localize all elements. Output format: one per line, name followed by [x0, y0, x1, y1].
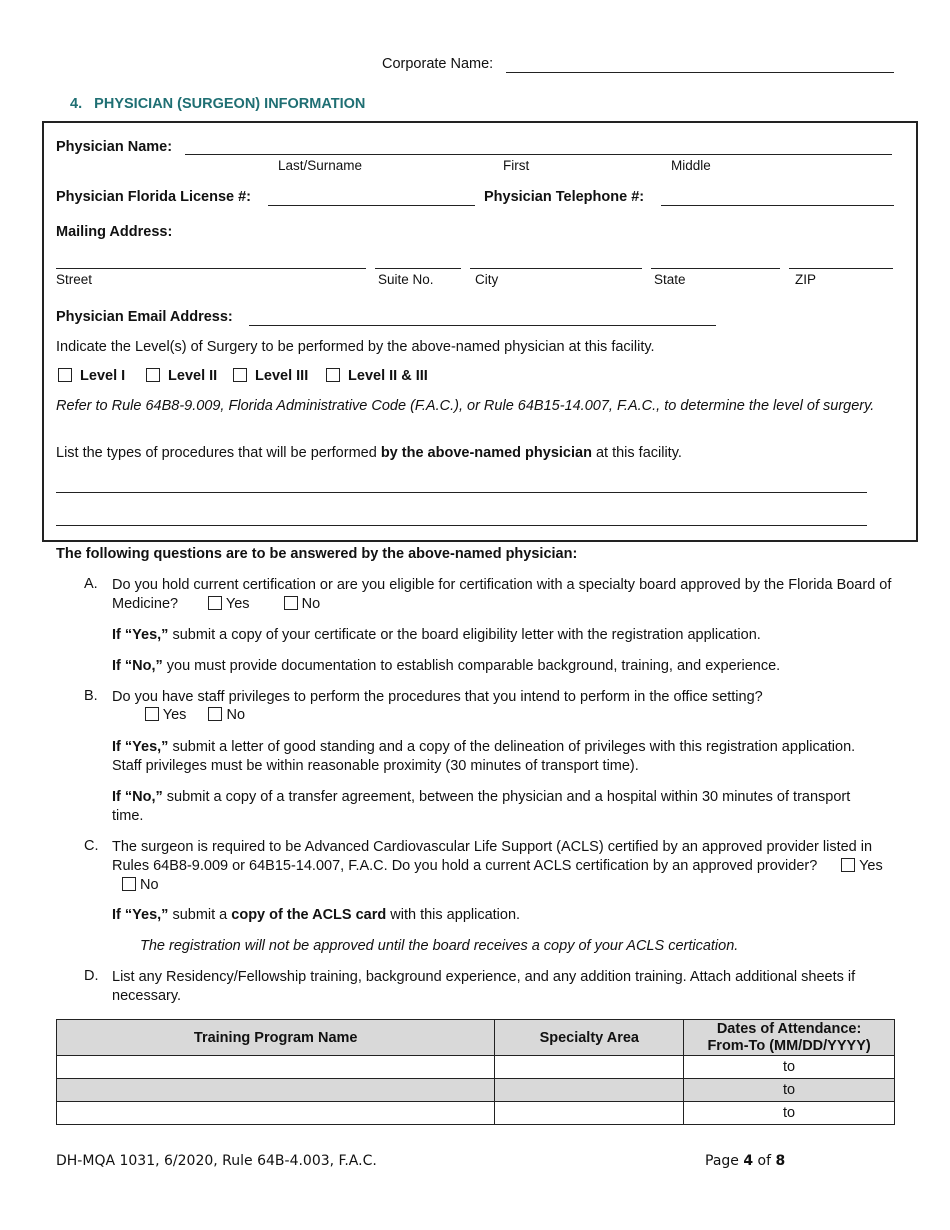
question-b-text: Do you have staff privileges to perform the procedures that you intend to perform in the office setting? [112, 689, 763, 705]
program-cell[interactable] [57, 1079, 495, 1102]
level-intro: Indicate the Level(s) of Surgery to be performed by the above-named physician at this facility. [56, 339, 655, 355]
question-b-options [145, 707, 245, 723]
rule-note: Refer to Rule 64B8-9.009, Florida Administrative Code (F.A.C.), or Rule 64B15-14.007, F.A.C., to determine the level of surgery. [56, 398, 875, 414]
question-b-no-text: submit a copy of a transfer agreement, between the physician and a hospital within 30 minutes of transport time. [112, 789, 851, 824]
header-specialty-area: Specialty Area [495, 1020, 684, 1056]
zip-field[interactable] [789, 268, 893, 269]
question-d-letter: D. [84, 968, 99, 984]
specialty-cell[interactable] [495, 1056, 684, 1079]
procedures-text-pre: List the types of procedures that will be performed [56, 445, 381, 461]
questions-intro: The following questions are to be answered by the above-named physician: [56, 546, 578, 562]
level-2-checkbox[interactable] [146, 368, 160, 382]
question-c-yes-label: Yes [859, 858, 883, 874]
if-yes-label: If “Yes,” [112, 627, 169, 643]
table-row [57, 1056, 895, 1079]
question-a-text: Do you hold current certification or are you eligible for certification with a specialty board approved by the Florida Board of Medicine? [112, 577, 892, 612]
corporate-name-field[interactable] [506, 72, 894, 73]
last-name-caption: Last/Surname [278, 158, 363, 173]
procedures-text-bold: by the above-named physician [380, 445, 592, 461]
question-b-no-label: No [226, 707, 246, 723]
page-pre: Page [705, 1153, 744, 1169]
footer-page-number [705, 1153, 785, 1169]
specialty-cell[interactable] [495, 1102, 684, 1125]
if-yes-label: If “Yes,” [112, 739, 169, 755]
level-2-3-option[interactable] [326, 368, 428, 384]
level-2-label: Level II [168, 368, 218, 384]
question-a-if-yes [112, 626, 902, 645]
question-c-no-label: No [140, 877, 159, 893]
question-b-no-checkbox[interactable] [208, 707, 222, 721]
license-label: Physician Florida License #: [56, 189, 252, 205]
level-1-checkbox[interactable] [58, 368, 72, 382]
suite-caption: Suite No. [378, 272, 434, 287]
level-2-3-label: Level II & III [348, 368, 428, 384]
table-header-row [57, 1020, 895, 1056]
procedures-line-2[interactable] [56, 525, 867, 526]
telephone-label: Physician Telephone #: [484, 189, 645, 205]
question-c-text: The surgeon is required to be Advanced Cardiovascular Life Support (ACLS) certified by an approved provider listed in Rules 64B8-9.009 or 64B15-14.007, F.A.C. Do you hold a current ACLS certification by an approved provider? [112, 839, 873, 874]
page-total: 8 [775, 1153, 786, 1169]
question-a-yes-text: submit a copy of your certificate or the board eligibility letter with the registration application. [168, 627, 761, 643]
level-3-label: Level III [255, 368, 309, 384]
dates-cell[interactable]: to [684, 1102, 895, 1125]
acls-note: The registration will not be approved until the board receives a copy of your ACLS certication. [140, 938, 739, 954]
suite-field[interactable] [375, 268, 461, 269]
physician-name-label: Physician Name: [56, 139, 173, 155]
state-caption: State [654, 272, 686, 287]
question-a-no-checkbox[interactable] [284, 596, 298, 610]
street-caption: Street [56, 272, 93, 287]
city-field[interactable] [470, 268, 642, 269]
level-2-3-checkbox[interactable] [326, 368, 340, 382]
specialty-cell[interactable] [495, 1079, 684, 1102]
question-b-yes-checkbox[interactable] [145, 707, 159, 721]
dates-cell[interactable]: to [684, 1056, 895, 1079]
physician-name-field[interactable] [185, 154, 892, 155]
zip-caption: ZIP [795, 272, 817, 287]
procedures-line-1[interactable] [56, 492, 867, 493]
question-c-yes-pre: submit a [168, 907, 232, 923]
header-dates-line1: Dates of Attendance: [716, 1020, 862, 1037]
section-title: 4. PHYSICIAN (SURGEON) INFORMATION [70, 96, 366, 112]
procedures-prompt [56, 445, 682, 461]
question-b-if-yes [112, 738, 872, 776]
mailing-address-label: Mailing Address: [56, 224, 173, 240]
physician-info-box [42, 121, 918, 542]
level-3-option[interactable] [233, 368, 308, 384]
page-mid: of [753, 1153, 776, 1169]
level-1-label: Level I [80, 368, 126, 384]
first-name-caption: First [503, 158, 530, 173]
city-caption: City [475, 272, 499, 287]
question-b-yes-label: Yes [162, 707, 187, 723]
table-row [57, 1079, 895, 1102]
question-b-if-no [112, 788, 872, 826]
telephone-field[interactable] [661, 205, 894, 206]
procedures-text-post: at this facility. [591, 445, 682, 461]
header-dates-line2: From-To (MM/DD/YYYY) [707, 1037, 871, 1054]
level-3-checkbox[interactable] [233, 368, 247, 382]
question-a-if-no [112, 657, 902, 676]
level-2-option[interactable] [146, 368, 217, 384]
street-field[interactable] [56, 268, 366, 269]
header-training-program: Training Program Name [57, 1020, 495, 1056]
training-table [56, 1019, 895, 1125]
footer-form-id: DH-MQA 1031, 6/2020, Rule 64B-4.003, F.A.C. [56, 1153, 377, 1169]
question-a-no-text: you must provide documentation to establish comparable background, training, and experience. [162, 658, 781, 674]
if-no-label: If “No,” [112, 658, 163, 674]
question-c-letter: C. [84, 838, 99, 854]
email-label: Physician Email Address: [56, 309, 233, 325]
email-field[interactable] [249, 325, 716, 326]
question-a-yes-checkbox[interactable] [208, 596, 222, 610]
program-cell[interactable] [57, 1102, 495, 1125]
question-c-no-checkbox[interactable] [122, 877, 136, 891]
question-c-if-yes [112, 907, 520, 923]
if-no-label: If “No,” [112, 789, 163, 805]
program-cell[interactable] [57, 1056, 495, 1079]
question-c-yes-bold: copy of the ACLS card [231, 907, 387, 923]
corporate-name-label: Corporate Name: [382, 56, 494, 72]
level-1-option[interactable] [58, 368, 125, 384]
state-field[interactable] [651, 268, 780, 269]
question-a-yes-label: Yes [225, 596, 250, 612]
question-c-yes-post: with this application. [386, 907, 521, 923]
question-c [112, 838, 892, 895]
header-dates [684, 1020, 895, 1056]
table-row [57, 1102, 895, 1125]
question-c-yes-checkbox[interactable] [841, 858, 855, 872]
question-b-yes-text: submit a letter of good standing and a copy of the delineation of privileges with this registration application. Staff privileges must be within reasonable proximity (30 minutes of transport time). [112, 739, 856, 774]
question-a [112, 576, 902, 614]
page-num: 4 [743, 1153, 754, 1169]
question-a-letter: A. [84, 576, 98, 592]
if-yes-label: If “Yes,” [112, 907, 169, 923]
middle-name-caption: Middle [671, 158, 711, 173]
dates-cell[interactable]: to [684, 1079, 895, 1102]
license-field[interactable] [268, 205, 475, 206]
question-d-text: List any Residency/Fellowship training, background experience, and any addition training. Attach additional sheets if necessary. [112, 969, 856, 1004]
question-b-letter: B. [84, 688, 98, 704]
question-a-no-label: No [301, 596, 321, 612]
